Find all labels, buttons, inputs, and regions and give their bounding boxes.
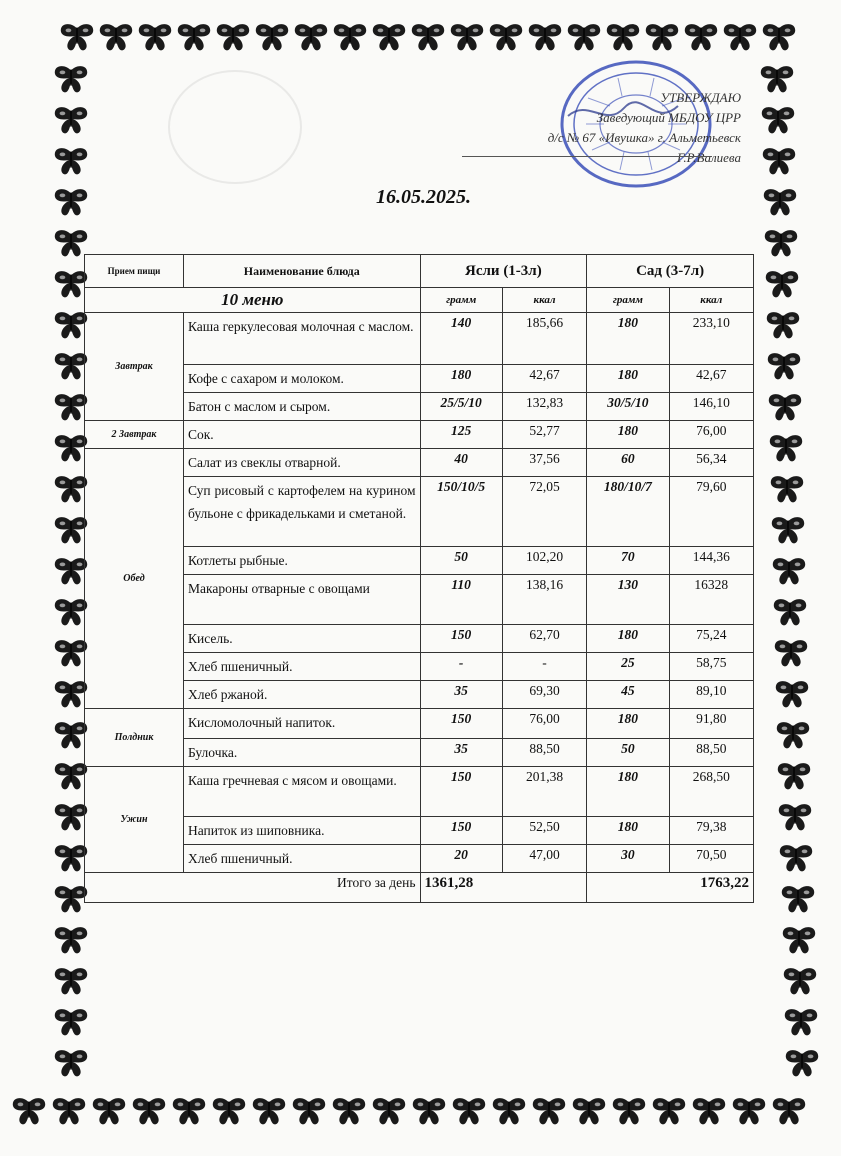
header-meal: Прием пищи [85,255,184,288]
butterfly-icon [767,433,805,463]
butterfly-icon [52,64,90,94]
dish-name-cell: Кисломолочный напиток. [183,709,420,739]
gram-nursery-cell: 125 [420,421,502,449]
butterfly-icon [52,146,90,176]
table-row [85,767,754,817]
butterfly-icon [490,1096,528,1126]
kcal-kindergarten-cell: 268,50 [669,767,753,817]
butterfly-icon [52,966,90,996]
butterfly-icon [10,1096,48,1126]
dish-name-cell: Суп рисовый с картофелем на курином бульоне с фрикадельками и сметаной. [183,477,420,547]
kcal-nursery-cell: 102,20 [502,547,586,575]
butterfly-icon [58,22,96,52]
kcal-nursery-cell: 132,83 [502,393,586,421]
butterfly-icon [292,22,330,52]
dish-name-cell: Сок. [183,421,420,449]
gram-kindergarten-cell: 30 [587,845,669,873]
butterfly-icon [210,1096,248,1126]
butterfly-icon [50,1096,88,1126]
menu-table [84,254,754,903]
unit-gram-kindergarten: грамм [587,288,669,313]
dish-name-cell: Каша гречневая с мясом и овощами. [183,767,420,817]
document-date: 16.05.2025. [376,186,471,208]
butterfly-icon [170,1096,208,1126]
butterfly-icon [52,105,90,135]
approval-name: Г.Р.Валиева [677,150,741,165]
dish-name-cell: Макароны отварные с овощами [183,575,420,625]
kcal-kindergarten-cell: 233,10 [669,313,753,365]
gram-kindergarten-cell: 180 [587,767,669,817]
unit-kcal-kindergarten: ккал [669,288,753,313]
dish-name-cell: Хлеб пшеничный. [183,845,420,873]
butterfly-icon [780,925,818,955]
gram-kindergarten-cell: 70 [587,547,669,575]
gram-kindergarten-cell: 25 [587,653,669,681]
dish-name-cell: Кисель. [183,625,420,653]
kcal-kindergarten-cell: 58,75 [669,653,753,681]
approval-organization: д/с № 67 «Ивушка» г. Альметьевск [547,130,741,145]
kcal-kindergarten-cell: 56,34 [669,449,753,477]
signature-line [462,156,712,157]
meal-cell: Обед [85,449,184,709]
gram-nursery-cell: 35 [420,739,502,767]
butterfly-icon [764,310,802,340]
header-dish: Наименование блюда [183,255,420,288]
gram-kindergarten-cell: 180 [587,817,669,845]
butterfly-icon [250,1096,288,1126]
butterfly-icon [331,22,369,52]
table-row [85,393,754,421]
butterfly-icon [370,1096,408,1126]
butterfly-icon [52,1007,90,1037]
table-row [85,653,754,681]
table-row [85,739,754,767]
butterfly-icon [487,22,525,52]
butterfly-icon [136,22,174,52]
butterfly-icon [775,761,813,791]
kcal-kindergarten-cell: 79,60 [669,477,753,547]
butterfly-icon [450,1096,488,1126]
butterfly-icon [760,146,798,176]
kcal-nursery-cell: 185,66 [502,313,586,365]
table-row [85,625,754,653]
gram-nursery-cell: 140 [420,313,502,365]
butterfly-icon [570,1096,608,1126]
gram-kindergarten-cell: 130 [587,575,669,625]
total-kcal-nursery: 1361,28 [420,873,587,903]
gram-nursery-cell: 25/5/10 [420,393,502,421]
dish-name-cell: Котлеты рыбные. [183,547,420,575]
gram-nursery-cell: 150 [420,709,502,739]
butterfly-icon [766,392,804,422]
butterfly-icon [526,22,564,52]
gram-kindergarten-cell: 60 [587,449,669,477]
gram-kindergarten-cell: 180 [587,421,669,449]
table-header-row [85,255,754,288]
meal-cell: Полдник [85,709,184,767]
gram-nursery-cell: - [420,653,502,681]
butterfly-icon [214,22,252,52]
butterfly-icon [409,22,447,52]
butterfly-icon [253,22,291,52]
gram-kindergarten-cell: 50 [587,739,669,767]
kcal-nursery-cell: 69,30 [502,681,586,709]
butterfly-icon [777,843,815,873]
header-group-nursery: Ясли (1-3л) [420,255,587,288]
butterfly-icon [770,1096,808,1126]
kcal-nursery-cell: 52,50 [502,817,586,845]
gram-nursery-cell: 35 [420,681,502,709]
kcal-nursery-cell: 47,00 [502,845,586,873]
kcal-nursery-cell: 52,77 [502,421,586,449]
butterfly-icon [782,1007,820,1037]
unit-gram-nursery: грамм [420,288,502,313]
butterfly-icon [763,269,801,299]
kcal-kindergarten-cell: 144,36 [669,547,753,575]
butterfly-icon [97,22,135,52]
kcal-kindergarten-cell: 146,10 [669,393,753,421]
butterfly-icon [610,1096,648,1126]
table-row [85,547,754,575]
table-row [85,421,754,449]
dish-name-cell: Салат из свеклы отварной. [183,449,420,477]
dish-name-cell: Кофе с сахаром и молоком. [183,365,420,393]
gram-nursery-cell: 150 [420,817,502,845]
kcal-nursery-cell: 42,67 [502,365,586,393]
table-row [85,365,754,393]
butterfly-icon [530,1096,568,1126]
butterfly-icon [761,187,799,217]
gram-kindergarten-cell: 180 [587,709,669,739]
butterfly-icon [758,64,796,94]
kcal-kindergarten-cell: 89,10 [669,681,753,709]
dish-name-cell: Батон с маслом и сыром. [183,393,420,421]
kcal-nursery-cell: 88,50 [502,739,586,767]
kcal-kindergarten-cell: 88,50 [669,739,753,767]
dish-name-cell: Булочка. [183,739,420,767]
dish-name-cell: Напиток из шиповника. [183,817,420,845]
table-row [85,313,754,365]
butterfly-icon [130,1096,168,1126]
gram-nursery-cell: 50 [420,547,502,575]
gram-kindergarten-cell: 180 [587,625,669,653]
butterfly-icon [52,1048,90,1078]
menu-title: 10 меню [85,288,421,313]
table-row [85,575,754,625]
butterfly-icon [175,22,213,52]
butterfly-icon [768,474,806,504]
gram-nursery-cell: 180 [420,365,502,393]
meal-cell: 2 Завтрак [85,421,184,449]
kcal-nursery-cell: 76,00 [502,709,586,739]
butterfly-icon [721,22,759,52]
butterfly-icon [769,515,807,545]
table-row [85,477,754,547]
table-row [85,845,754,873]
kcal-kindergarten-cell: 42,67 [669,365,753,393]
total-label: Итого за день [85,873,421,903]
butterfly-icon [779,884,817,914]
kcal-kindergarten-cell: 91,80 [669,709,753,739]
dish-name-cell: Хлеб ржаной. [183,681,420,709]
butterfly-icon [330,1096,368,1126]
gram-nursery-cell: 150 [420,767,502,817]
table-row [85,709,754,739]
butterfly-icon [604,22,642,52]
approval-position: Заведующий МБДОУ ЦРР [596,110,741,125]
table-row [85,449,754,477]
gram-kindergarten-cell: 45 [587,681,669,709]
table-row [85,817,754,845]
kcal-kindergarten-cell: 75,24 [669,625,753,653]
butterfly-icon [290,1096,328,1126]
gram-kindergarten-cell: 180/10/7 [587,477,669,547]
approval-title: УТВЕРЖДАЮ [660,90,741,105]
header-group-kindergarten: Сад (3-7л) [587,255,754,288]
kcal-kindergarten-cell: 70,50 [669,845,753,873]
butterfly-icon [781,966,819,996]
butterfly-icon [771,597,809,627]
butterfly-icon [650,1096,688,1126]
gram-nursery-cell: 110 [420,575,502,625]
butterfly-icon [774,720,812,750]
butterfly-icon [690,1096,728,1126]
butterfly-icon [783,1048,821,1078]
butterfly-icon [565,22,603,52]
butterfly-icon [410,1096,448,1126]
butterfly-icon [760,22,798,52]
table-row [85,681,754,709]
gram-nursery-cell: 150/10/5 [420,477,502,547]
gram-kindergarten-cell: 30/5/10 [587,393,669,421]
kcal-nursery-cell: 201,38 [502,767,586,817]
kcal-kindergarten-cell: 16328 [669,575,753,625]
gram-nursery-cell: 150 [420,625,502,653]
butterfly-icon [765,351,803,381]
butterfly-icon [762,228,800,258]
kcal-kindergarten-cell: 76,00 [669,421,753,449]
butterfly-icon [370,22,408,52]
butterfly-icon [770,556,808,586]
butterfly-icon [772,638,810,668]
kcal-kindergarten-cell: 79,38 [669,817,753,845]
butterfly-icon [682,22,720,52]
kcal-nursery-cell: 72,05 [502,477,586,547]
butterfly-icon [643,22,681,52]
gram-nursery-cell: 20 [420,845,502,873]
butterfly-icon [52,187,90,217]
butterfly-icon [448,22,486,52]
butterfly-icon [52,925,90,955]
faint-seal-imprint [168,70,302,184]
table-units-row [85,288,754,313]
menu-table-body [85,313,754,873]
dish-name-cell: Каша геркулесовая молочная с маслом. [183,313,420,365]
kcal-nursery-cell: 138,16 [502,575,586,625]
butterfly-icon [773,679,811,709]
butterfly-icon [90,1096,128,1126]
kcal-nursery-cell: 62,70 [502,625,586,653]
butterfly-icon [776,802,814,832]
meal-cell: Завтрак [85,313,184,421]
unit-kcal-nursery: ккал [502,288,586,313]
butterfly-icon [759,105,797,135]
kcal-nursery-cell: - [502,653,586,681]
kcal-nursery-cell: 37,56 [502,449,586,477]
meal-cell: Ужин [85,767,184,873]
total-kcal-kindergarten: 1763,22 [587,873,754,903]
gram-nursery-cell: 40 [420,449,502,477]
total-row [85,873,754,903]
dish-name-cell: Хлеб пшеничный. [183,653,420,681]
butterfly-icon [730,1096,768,1126]
gram-kindergarten-cell: 180 [587,365,669,393]
gram-kindergarten-cell: 180 [587,313,669,365]
